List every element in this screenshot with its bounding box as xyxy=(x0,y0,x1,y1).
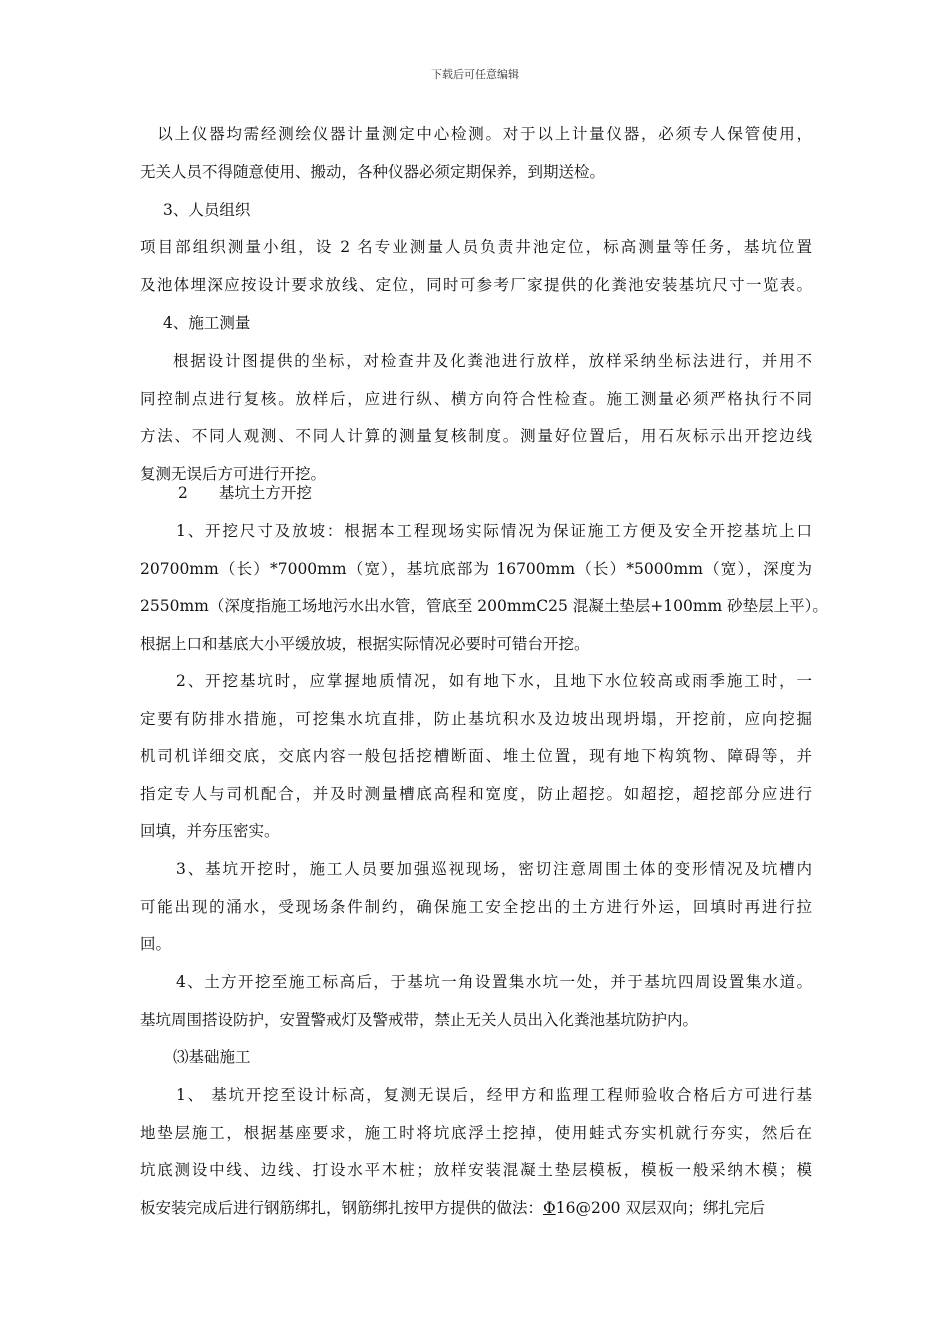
paragraph-excavation-monitoring xyxy=(140,851,812,964)
text-segment: 板安装完成后进行钢筋绑扎，钢筋绑扎按甲方提供的做法： xyxy=(140,1198,544,1217)
text-line: 4、土方开挖至施工标高后，于基坑一角设置集水坑一处，并于基坑四周设置集水道。 xyxy=(176,973,812,991)
paragraph-instrument-inspection xyxy=(140,116,812,191)
paragraph-sump xyxy=(140,964,812,1039)
text-line: 回填，并夯压密实。 xyxy=(140,822,280,841)
text-line: 2、开挖基坑时，应掌握地质情况，如有地下水，且地下水位较高或雨季施工时，一 xyxy=(176,672,812,690)
paragraph-personnel xyxy=(140,229,812,304)
text-line: 指定专人与司机配合，并及时测量槽底高程和宽度，防止超挖。如超挖，超挖部分应进行 xyxy=(140,784,812,803)
text-line: 根据上口和基底大小平缓放坡，根据实际情况必要时可错台开挖。 xyxy=(140,634,590,653)
text-line: 2550mm（深度指施工场地污水出水管，管底至 200mmC25 混凝土垫层+100mm 砂垫层上平）。 xyxy=(140,597,828,616)
rebar-symbol: Φ xyxy=(543,1198,556,1217)
paragraph-survey xyxy=(140,343,812,493)
text-line: 根据设计图提供的坐标，对检查井及化粪池进行放样，放样采纳坐标法进行，并用不 xyxy=(173,352,812,370)
text-line: 回。 xyxy=(140,935,172,954)
text-line: 可能出现的涌水，受现场条件制约，确保施工安全挖出的土方进行外运，回填时再进行拉 xyxy=(140,897,812,916)
text-segment: 16@200 双层双向；绑扎完后 xyxy=(555,1198,765,1217)
text-line: 方法、不同人观测、不同人计算的测量复核制度。测量好位置后，用石灰标示出开挖边线 xyxy=(140,427,812,446)
section-heading-survey: 4、施工测量 xyxy=(163,314,251,332)
page-watermark: 下载后可任意编辑 xyxy=(431,68,519,81)
text-line: 项目部组织测量小组，设 2 名专业测量人员负责井池定位，标高测量等任务，基坑位置 xyxy=(140,238,812,256)
text-line: 基坑周围搭设防护，安置警戒灯及警戒带，禁止无关人员出入化粪池基坑防护内。 xyxy=(140,1010,699,1029)
text-line: 无关人员不得随意使用、搬动，各种仪器必须定期保养，到期送检。 xyxy=(140,162,606,181)
section-heading-foundation: ⑶基础施工 xyxy=(173,1048,251,1066)
text-line: 及池体埋深应按设计要求放线、定位，同时可参考厂家提供的化粪池安装基坑尺寸一览表。 xyxy=(140,275,812,294)
text-line: 1、开挖尺寸及放坡：根据本工程现场实际情况为保证施工方便及安全开挖基坑上口 xyxy=(176,522,812,540)
paragraph-excavation-size xyxy=(140,513,828,663)
text-line: 20700mm（长）*7000mm（宽），基坑底部为 16700mm（长）*5000mm（宽），深度为 xyxy=(140,559,812,578)
text-line: 机司机详细交底，交底内容一般包括挖槽断面、堆土位置，现有地下构筑物、障碍等，并 xyxy=(140,747,812,766)
text-line-rebar xyxy=(140,1190,812,1228)
text-line: 坑底测设中线、边线、打设水平木桩；放样安装混凝土垫层模板，模板一般采纳木模；模 xyxy=(140,1161,812,1180)
text-line: 定要有防排水措施，可挖集水坑直排，防止基坑积水及边坡出现坍塌，开挖前，应向挖掘 xyxy=(140,709,812,728)
text-line: 1、 基坑开挖至设计标高，复测无误后，经甲方和监理工程师验收合格后方可进行基 xyxy=(176,1086,812,1104)
section-heading-excavation: 2 基坑土方开挖 xyxy=(178,484,312,502)
paragraph-excavation-water xyxy=(140,663,812,851)
text-line: 同控制点进行复核。放样后，应进行纵、横方向符合性检查。施工测量必须严格执行不同 xyxy=(140,389,812,408)
text-line: 以上仪器均需经测绘仪器计量测定中心检测。对于以上计量仪器，必须专人保管使用， xyxy=(140,125,812,143)
text-line: 复测无误后方可进行开挖。 xyxy=(140,464,327,483)
paragraph-foundation xyxy=(140,1077,812,1227)
text-line: 地垫层施工，根据基座要求，施工时将坑底浮土挖掉，使用蛙式夯实机就行夯实，然后在 xyxy=(140,1123,812,1142)
section-heading-personnel: 3、人员组织 xyxy=(163,201,251,219)
text-line: 3、基坑开挖时，施工人员要加强巡视现场，密切注意周围土体的变形情况及坑槽内 xyxy=(176,860,812,878)
